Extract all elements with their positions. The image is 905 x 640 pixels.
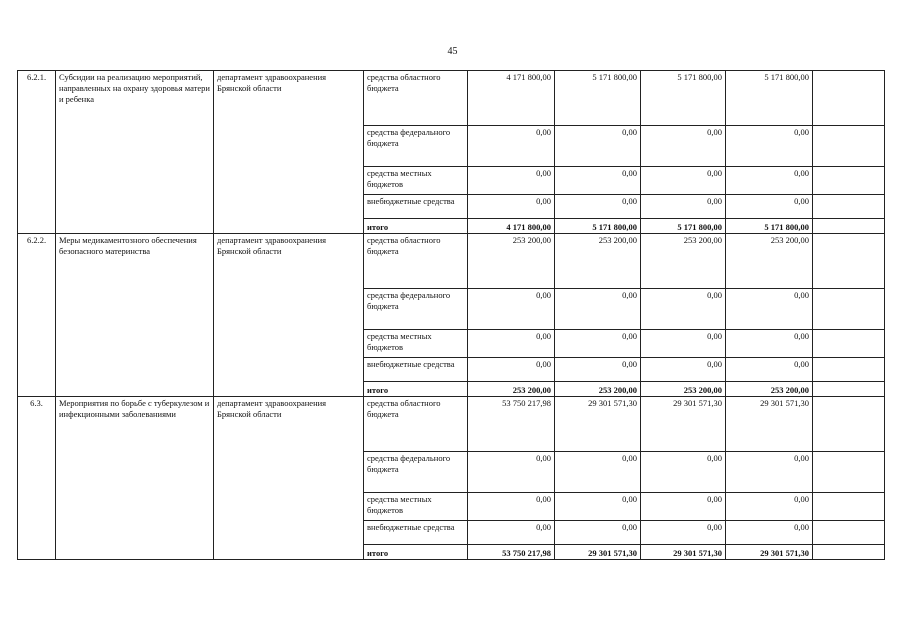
amount-cell: 53 750 217,98	[468, 397, 555, 452]
amount-cell: 0,00	[555, 330, 641, 358]
amount-cell: 0,00	[555, 493, 641, 521]
amount-cell: 0,00	[726, 126, 813, 167]
funding-source: итого	[364, 219, 468, 234]
funding-source: средства местных бюджетов	[364, 493, 468, 521]
amount-cell: 253 200,00	[555, 382, 641, 397]
amount-cell: 0,00	[555, 358, 641, 382]
amount-cell: 0,00	[555, 521, 641, 545]
amount-cell: 0,00	[641, 330, 726, 358]
empty-cell	[813, 195, 885, 219]
budget-table	[17, 70, 885, 560]
amount-cell: 253 200,00	[726, 382, 813, 397]
item-executor: департамент здравоохранения Брянской области	[214, 71, 364, 234]
amount-cell: 29 301 571,30	[555, 545, 641, 560]
item-number: 6.2.2.	[18, 234, 56, 397]
funding-source: итого	[364, 545, 468, 560]
amount-cell: 0,00	[641, 289, 726, 330]
amount-cell: 0,00	[555, 289, 641, 330]
empty-cell	[813, 382, 885, 397]
amount-cell: 0,00	[468, 195, 555, 219]
amount-cell: 253 200,00	[555, 234, 641, 289]
amount-cell: 0,00	[468, 493, 555, 521]
amount-cell: 253 200,00	[726, 234, 813, 289]
amount-cell: 0,00	[555, 452, 641, 493]
funding-source: средства федерального бюджета	[364, 452, 468, 493]
amount-cell: 0,00	[641, 521, 726, 545]
amount-cell: 5 171 800,00	[726, 71, 813, 126]
empty-cell	[813, 358, 885, 382]
item-number: 6.2.1.	[18, 71, 56, 234]
funding-source: средства областного бюджета	[364, 71, 468, 126]
amount-cell: 0,00	[726, 521, 813, 545]
funding-source: внебюджетные средства	[364, 195, 468, 219]
funding-source: средства федерального бюджета	[364, 126, 468, 167]
funding-source: средства федерального бюджета	[364, 289, 468, 330]
empty-cell	[813, 289, 885, 330]
amount-cell: 29 301 571,30	[641, 397, 726, 452]
amount-cell: 253 200,00	[641, 234, 726, 289]
amount-cell: 0,00	[726, 452, 813, 493]
empty-cell	[813, 234, 885, 289]
amount-cell: 4 171 800,00	[468, 71, 555, 126]
amount-cell: 0,00	[641, 126, 726, 167]
amount-cell: 5 171 800,00	[726, 219, 813, 234]
amount-cell: 0,00	[726, 493, 813, 521]
amount-cell: 0,00	[555, 195, 641, 219]
item-executor: департамент здравоохранения Брянской области	[214, 397, 364, 560]
amount-cell: 0,00	[468, 358, 555, 382]
amount-cell: 0,00	[641, 358, 726, 382]
amount-cell: 0,00	[468, 167, 555, 195]
empty-cell	[813, 126, 885, 167]
amount-cell: 0,00	[726, 358, 813, 382]
amount-cell: 253 200,00	[468, 234, 555, 289]
amount-cell: 0,00	[468, 126, 555, 167]
funding-row	[18, 234, 885, 289]
amount-cell: 0,00	[726, 289, 813, 330]
empty-cell	[813, 452, 885, 493]
amount-cell: 29 301 571,30	[726, 545, 813, 560]
empty-cell	[813, 493, 885, 521]
amount-cell: 5 171 800,00	[555, 71, 641, 126]
item-title: Меры медикаментозного обеспечения безопасного материнства	[56, 234, 214, 397]
amount-cell: 0,00	[726, 167, 813, 195]
item-number: 6.3.	[18, 397, 56, 560]
empty-cell	[813, 219, 885, 234]
amount-cell: 0,00	[726, 330, 813, 358]
empty-cell	[813, 330, 885, 358]
amount-cell: 0,00	[468, 289, 555, 330]
funding-source: средства местных бюджетов	[364, 330, 468, 358]
item-title: Субсидии на реализацию мероприятий, направленных на охрану здоровья матери и ребенка	[56, 71, 214, 234]
funding-source: внебюджетные средства	[364, 358, 468, 382]
amount-cell: 0,00	[555, 126, 641, 167]
empty-cell	[813, 397, 885, 452]
amount-cell: 5 171 800,00	[555, 219, 641, 234]
funding-source: средства местных бюджетов	[364, 167, 468, 195]
empty-cell	[813, 71, 885, 126]
item-title: Мероприятия по борьбе с туберкулезом и инфекционными заболеваниями	[56, 397, 214, 560]
funding-source: итого	[364, 382, 468, 397]
amount-cell: 253 200,00	[468, 382, 555, 397]
amount-cell: 4 171 800,00	[468, 219, 555, 234]
amount-cell: 0,00	[641, 493, 726, 521]
funding-source: средства областного бюджета	[364, 397, 468, 452]
amount-cell: 0,00	[641, 195, 726, 219]
funding-source: средства областного бюджета	[364, 234, 468, 289]
funding-source: внебюджетные средства	[364, 521, 468, 545]
empty-cell	[813, 545, 885, 560]
amount-cell: 0,00	[555, 167, 641, 195]
funding-row	[18, 71, 885, 126]
amount-cell: 5 171 800,00	[641, 219, 726, 234]
amount-cell: 0,00	[468, 330, 555, 358]
empty-cell	[813, 521, 885, 545]
amount-cell: 0,00	[641, 167, 726, 195]
amount-cell: 0,00	[468, 452, 555, 493]
amount-cell: 0,00	[726, 195, 813, 219]
amount-cell: 53 750 217,98	[468, 545, 555, 560]
amount-cell: 29 301 571,30	[726, 397, 813, 452]
amount-cell: 29 301 571,30	[641, 545, 726, 560]
amount-cell: 5 171 800,00	[641, 71, 726, 126]
amount-cell: 253 200,00	[641, 382, 726, 397]
amount-cell: 0,00	[468, 521, 555, 545]
amount-cell: 0,00	[641, 452, 726, 493]
item-executor: департамент здравоохранения Брянской области	[214, 234, 364, 397]
funding-row	[18, 397, 885, 452]
page-number: 45	[447, 46, 458, 57]
amount-cell: 29 301 571,30	[555, 397, 641, 452]
table-body	[18, 71, 885, 560]
empty-cell	[813, 167, 885, 195]
